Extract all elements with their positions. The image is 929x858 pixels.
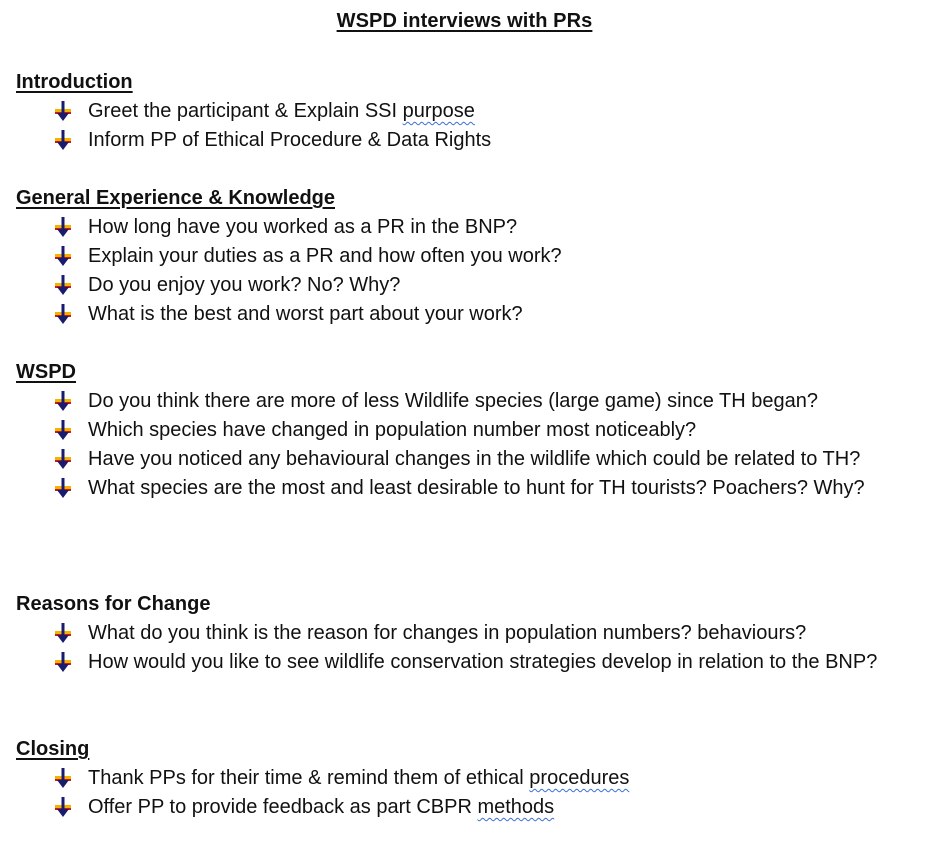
section-heading: WSPD [16, 361, 76, 383]
item-text: Do you think there are more of less Wildlife species (large game) since TH began? [88, 390, 818, 412]
list-item [16, 126, 921, 155]
bullet-list [16, 213, 921, 329]
list-item [16, 416, 921, 445]
list-item [16, 764, 921, 793]
section-wspd [16, 358, 921, 503]
spellcheck-flag: procedures [529, 767, 630, 789]
section-heading: Reasons for Change [16, 593, 211, 615]
item-text: How would you like to see wildlife conservation strategies develop in relation to the BNP? [88, 651, 878, 673]
section-general-experience [16, 184, 921, 329]
item-text: Inform PP of Ethical Procedure & Data Rights [88, 129, 492, 151]
item-text: Which species have changed in population number most noticeably? [88, 419, 697, 441]
item-text: Offer PP to provide feedback as part CBPR [88, 796, 478, 818]
section-heading: Closing [16, 738, 90, 760]
spellcheck-flag: purpose [402, 100, 475, 122]
section-heading: General Experience & Knowledge [16, 187, 335, 209]
list-item [16, 474, 921, 503]
section-introduction [16, 68, 921, 155]
list-item [16, 213, 921, 242]
list-item [16, 300, 921, 329]
item-text: How long have you worked as a PR in the BNP? [88, 216, 518, 238]
list-item [16, 619, 921, 648]
item-text: Have you noticed any behavioural changes in the wildlife which could be related to TH? [88, 448, 861, 470]
list-item [16, 242, 921, 271]
list-item [16, 648, 921, 677]
item-text: Greet the participant & Explain SSI [88, 100, 403, 122]
list-item [16, 445, 921, 474]
page-title: WSPD interviews with PRs [336, 10, 593, 32]
item-text: What do you think is the reason for changes in population numbers? behaviours? [88, 622, 807, 644]
item-text: Do you enjoy you work? No? Why? [88, 274, 401, 296]
section-closing [16, 735, 921, 822]
section-heading: Introduction [16, 71, 133, 93]
list-item [16, 793, 921, 822]
spellcheck-flag: methods [477, 796, 555, 818]
bullet-list [16, 764, 921, 822]
bullet-list [16, 387, 921, 503]
list-item [16, 387, 921, 416]
item-text: What is the best and worst part about your work? [88, 303, 523, 325]
item-text: What species are the most and least desirable to hunt for TH tourists? Poachers? Why? [88, 477, 865, 499]
item-text: Thank PPs for their time & remind them of ethical [88, 767, 530, 789]
list-item [16, 97, 921, 126]
item-text: Explain your duties as a PR and how often you work? [88, 245, 562, 267]
bullet-list [16, 619, 921, 677]
bullet-list [16, 97, 921, 155]
section-reasons-for-change [16, 590, 921, 677]
list-item [16, 271, 921, 300]
